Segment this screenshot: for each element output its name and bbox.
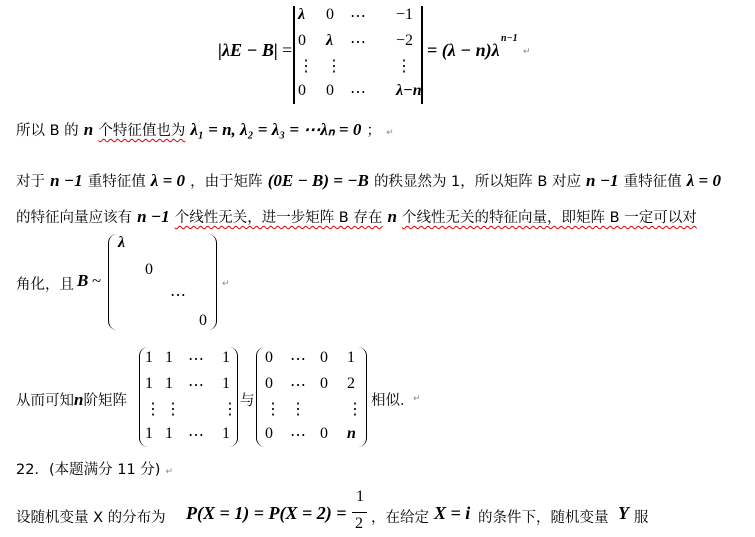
q22-frac-den: 2 [355,515,363,532]
return-mark: ↵ [386,128,394,138]
matrix-cell: 1 [145,425,153,442]
q22-frac-num: 1 [356,488,364,505]
matrix-cell: ⋯ [290,377,306,394]
matrix-cell: ⋮ [347,401,363,418]
q22-formula: P(X = 1) = P(X = 2) = [186,503,347,523]
matrix-cell: 1 [145,349,153,366]
matrix-cell: 0 [326,6,334,23]
eigen-tail: ； [366,123,381,139]
diag-entry-dots: ⋯ [170,287,186,304]
matrix-cell: ⋯ [188,377,204,394]
q22-text-d: 服 [634,510,649,526]
matrix-cell: ⋯ [290,351,306,368]
matrix-cell: 1 [222,349,230,366]
matrix-cell: ⋮ [326,58,342,75]
math: λ = 0 [150,171,186,190]
text: 对于 [16,174,45,190]
similar-suffix: 相似． [371,393,415,409]
matrix-cell: 0 [320,375,328,392]
similar-line [0,343,755,453]
text: 的特征向量应该有 [16,210,132,226]
diag-B: B [77,271,89,290]
matrix-cell: 1 [145,375,153,392]
diag-entry-0-bottom: 0 [199,312,207,329]
text: ，由于矩阵 [190,174,263,190]
q22-heading: 22．(本题满分 11 分) [16,462,161,478]
diag-text: 角化，且 [16,277,74,293]
matrix-cell: ⋯ [290,427,306,444]
q22-text-c: 的条件下，随机变量 [478,510,609,526]
matrix-cell: 1 [165,349,173,366]
text: 重特征值 [87,174,146,190]
matrix-cell: 1 [165,425,173,442]
matrix-cell: ⋮ [290,401,306,418]
matrix-cell: ⋮ [396,58,412,75]
similar-n: n [74,390,84,409]
det-rhs-exp: n−1 [501,33,518,44]
diag-entry-0-top: 0 [145,261,153,278]
det-equation [0,0,755,110]
eigen-n: n [83,120,94,139]
matrix-cell: ⋮ [145,401,161,418]
similar-order: 阶矩阵 [83,393,127,409]
math: n −1 [137,207,170,226]
return-mark: ↵ [523,47,531,57]
det-lhs: |λE − B| [218,40,278,60]
diag-sim: ~ [92,271,102,290]
math: n −1 [586,171,619,190]
matrix-cell: 0 [320,349,328,366]
matrix-cell: ⋮ [265,401,281,418]
matrix-cell: 0 [265,349,273,366]
matrix-cell: n [347,425,356,442]
matrix-cell: 1 [347,349,355,366]
det-rhs: = (λ − n)λ [427,40,500,60]
matrix-cell: −2 [396,32,414,49]
eigen-prefix: 所以 B 的 [16,123,79,139]
matrix-cell: 1 [222,375,230,392]
matrix-cell: ⋮ [298,58,314,75]
matrix-cell: 0 [298,82,306,99]
matrix-cell: 1 [165,375,173,392]
q22-body-line [0,486,755,537]
matrix-cell: 0 [265,425,273,442]
return-mark: ↵ [165,467,174,477]
math: n [387,207,397,226]
q22-text-a: 设随机变量 X 的分布为 [16,510,166,526]
eigen-formula: λ₁ = n, λ₂ = λ₃ = ⋯λₙ = 0 [190,120,362,139]
matrix-cell: 0 [265,375,273,392]
matrix-cell: 1 [222,425,230,442]
similar-prefix-wrap [16,389,127,410]
matrix-cell: ⋯ [350,8,366,25]
similar-prefix: 从而可知 [16,393,74,409]
return-mark: ↵ [413,394,421,404]
matrix-cell: 2 [347,375,355,392]
math: (0E − B) = −B [267,171,369,190]
matrix-cell: −1 [396,6,414,23]
return-mark: ↵ [222,279,230,289]
det-left-bar [293,6,295,104]
matrix-cell: λ [326,32,334,49]
det-eq: = [282,40,293,60]
matrix-cell: ⋮ [165,401,181,418]
eigen-mid: 个特征值也为 [98,123,186,139]
text: 个线性无关，进一步矩阵 B 存在 [174,210,383,226]
q22-frac-bar [352,512,367,513]
text: 个线性无关的特征向量，即矩阵 B 一定可以对 [402,210,697,226]
matrix-cell: 0 [320,425,328,442]
matrix-cell: ⋯ [188,427,204,444]
m2-right-paren [358,347,367,447]
matrix-cell: 0 [298,32,306,49]
q22-cond: X = i [434,503,471,523]
para1-line2 [16,206,697,227]
matrix-cell: ⋮ [222,401,238,418]
q22-Y: Y [618,503,629,523]
m2-left-paren [256,347,265,447]
m1-right-paren [229,347,238,447]
diag-right-paren [208,234,217,330]
text: 重特征值 [623,174,682,190]
para1-line1 [16,170,721,191]
math: λ = 0 [686,171,721,190]
matrix-cell: ⋯ [350,84,366,101]
math: n −1 [50,171,83,190]
text: 的秩显然为 1，所以矩阵 B 对应 [373,174,581,190]
matrix-cell: λ [298,6,306,23]
similar-with: 与 [240,393,255,409]
matrix-cell: ⋯ [350,34,366,51]
matrix-cell: ⋯ [188,351,204,368]
diag-entry-lambda: λ [118,234,126,251]
q22-text-b: ，在给定 [371,510,429,526]
eigen-line [16,119,394,143]
q22-heading-line [16,458,173,479]
diag-left-paren [108,234,117,330]
matrix-cell: 0 [326,82,334,99]
diag-line [0,228,755,338]
matrix-cell: λ−n [396,82,422,99]
